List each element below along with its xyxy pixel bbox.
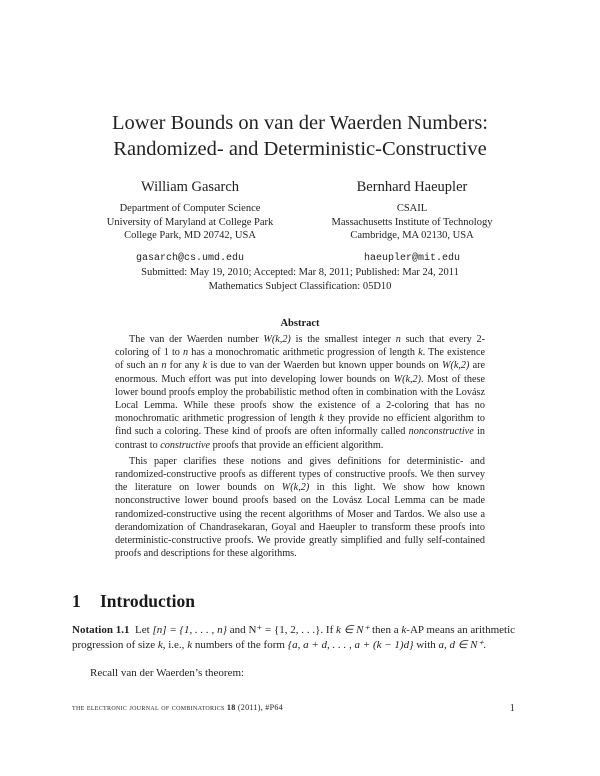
affiliation-line: Massachusetts Institute of Technology (331, 216, 493, 228)
affiliation-line: College Park, MD 20742, USA (124, 230, 256, 241)
paper-title (0, 110, 600, 162)
affiliation-line: Cambridge, MA 02130, USA (350, 230, 474, 241)
journal-issue: (2011), #P64 (237, 703, 283, 712)
submission-meta (0, 266, 600, 294)
submission-dates: Submitted: May 19, 2010; Accepted: Mar 8, 2011; Published: Mar 24, 2011 (141, 267, 459, 278)
abstract-paragraph-2: This paper clarifies these notions and gives definitions for deterministic- and randomized-constructive proofs as different types of constructive proofs. We then survey the literature on lower bounds on W(k,2) in this light. We show how known nonconstructive lower bound proofs based on the Lovász Local Lemma can be made randomized-constructive using the recent algorithms of Moser and Tardos. We also use a derandomization of Chandrasekaran, Goyal and Haeupler to transform these proofs into deterministic-constructive proofs. We provide greatly simplified and fully self-contained proofs and descriptions for these algorithms. (115, 455, 486, 560)
author-name: Bernhard Haeupler (356, 179, 468, 195)
author-name: William Gasarch (140, 179, 240, 195)
title-line-2: Randomized- and Deterministic-Constructive (113, 138, 487, 160)
page-number: 1 (509, 703, 515, 714)
section-number: 1 (72, 591, 81, 611)
journal-volume: 18 (226, 703, 236, 712)
abstract-paragraph-1: The van der Waerden number W(k,2) is the smallest integer n such that every 2-coloring of 1 to n has a monochromatic arithmetic progression of length k. The existence of such an n for any k is due to van der Waerden but known upper bounds on W(k,2) are enormous. Much effort was put into developing lower bounds on W(k,2). Most of these lower bound proofs employ the probabilistic method often in combination with the Lovász Local Lemma. While these proofs show the existence of a 2-coloring that has no monochromatic arithmetic progression of length k they provide no efficient algorithm to find such a coloring. These kind of proofs are often informally called nonconstructive in contrast to constructive proofs that provide an efficient algorithm. (115, 334, 486, 451)
author-block-2 (297, 178, 527, 264)
section-heading (72, 591, 195, 612)
author-email[interactable]: gasarch@cs.umd.edu (135, 252, 245, 264)
msc-classification: Mathematics Subject Classification: 05D10 (208, 281, 392, 292)
author-email[interactable]: haeupler@mit.edu (363, 252, 460, 264)
author-block-1 (75, 178, 305, 264)
affiliation-line: CSAIL (396, 203, 428, 214)
journal-name: the electronic journal of combinatorics (72, 703, 225, 712)
abstract-heading: Abstract (280, 318, 320, 329)
abstract-body (115, 333, 485, 560)
affiliation-line: University of Maryland at College Park (106, 216, 274, 228)
affiliation-line: Department of Computer Science (119, 203, 261, 214)
section-body (72, 623, 515, 681)
notation-paragraph: Notation 1.1 Let [n] = {1, . . . , n} and N⁺ = {1, 2, . . .}. If k ∈ N⁺ then a k-AP means an arithmetic progression of size k, i.e., k numbers of the form {a, a + d, . . . , a + (k − 1)d} with a, d ∈ N⁺. (72, 624, 516, 651)
title-line-1: Lower Bounds on van der Waerden Numbers: (112, 112, 488, 134)
page-footer (72, 703, 515, 712)
section-title: Introduction (100, 591, 195, 611)
notation-label: Notation 1.1 (72, 624, 130, 636)
recall-sentence: Recall van der Waerden’s theorem: (90, 667, 245, 679)
